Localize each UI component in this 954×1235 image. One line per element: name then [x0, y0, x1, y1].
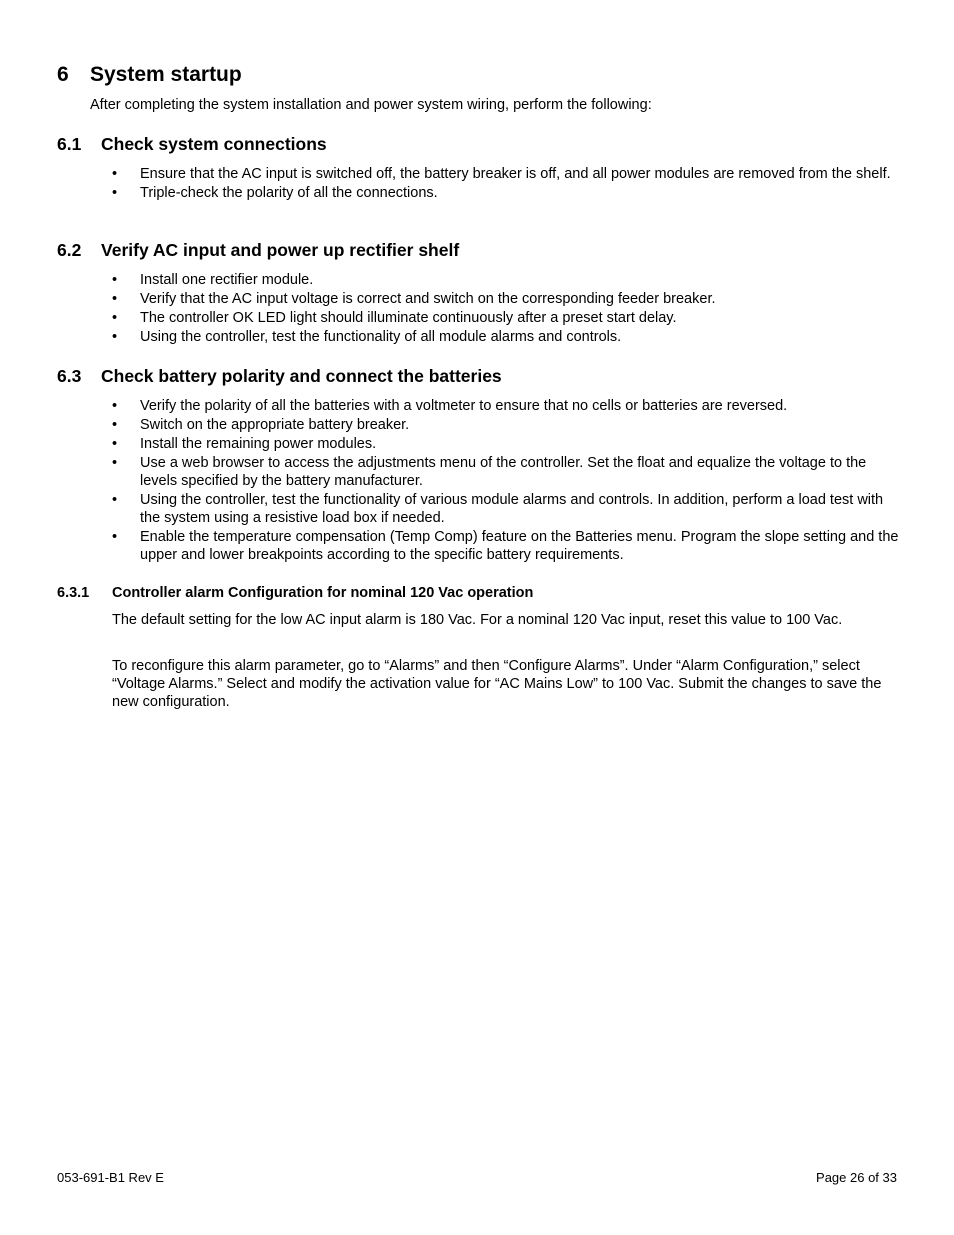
- bullet-list-6-1: [112, 165, 905, 203]
- paragraph-reconfigure: To reconfigure this alarm parameter, go to “Alarms” and then “Configure Alarms”. Under “Alarm Configuration,” select “Voltage Alarms.” Select and modify the activation value for “AC Mains Low” to 100 Vac. Submit the changes to save the new configuration.: [112, 658, 882, 710]
- section-heading-6-1: [57, 133, 327, 155]
- footer-page-number: Page 26 of 33: [816, 1170, 897, 1185]
- bullet-icon: •: [112, 291, 118, 307]
- bullet-list-6-3: [112, 397, 905, 565]
- list-item: • Switch on the appropriate battery breaker.: [112, 417, 410, 433]
- section-number: 6.3.1: [57, 585, 90, 601]
- bullet-icon: •: [112, 492, 118, 508]
- bullet-icon: •: [112, 272, 118, 288]
- footer-document-id: 053-691-B1 Rev E: [57, 1170, 164, 1185]
- section-heading-6-2: [57, 239, 459, 261]
- bullet-icon: •: [112, 417, 118, 433]
- bullet-icon: •: [112, 185, 118, 201]
- list-item: • Using the controller, test the functionality of various module alarms and controls. In addition, perform a load test with the system using a resistive load box if needed.: [112, 492, 884, 526]
- paragraph-default-setting: The default setting for the low AC input alarm is 180 Vac. For a nominal 120 Vac input, reset this value to 100 Vac.: [112, 612, 843, 628]
- bullet-icon: •: [112, 166, 118, 182]
- section-title: Check system connections: [101, 134, 327, 154]
- list-item: • Triple-check the polarity of all the connections.: [112, 185, 438, 201]
- bullet-icon: •: [112, 529, 118, 545]
- bullet-icon: •: [112, 310, 118, 326]
- section-title: System startup: [90, 63, 242, 86]
- section-heading-6: [57, 62, 242, 88]
- bullet-icon: •: [112, 398, 118, 414]
- section-title: Controller alarm Configuration for nominal 120 Vac operation: [112, 585, 534, 601]
- section-heading-6-3-1: [57, 584, 533, 602]
- list-item: • Ensure that the AC input is switched off, the battery breaker is off, and all power modules are removed from the shelf.: [112, 166, 891, 182]
- section-number: 6.1: [57, 134, 82, 154]
- list-item: • Use a web browser to access the adjustments menu of the controller. Set the float and equalize the voltage to the levels specified by the battery manufacturer.: [112, 455, 867, 489]
- bullet-icon: •: [112, 455, 118, 471]
- section-number: 6: [57, 63, 69, 86]
- section-heading-6-3: [57, 365, 502, 387]
- bullet-icon: •: [112, 329, 118, 345]
- list-item: • The controller OK LED light should illuminate continuously after a preset start delay.: [112, 310, 677, 326]
- section-intro: After completing the system installation and power system wiring, perform the following:: [90, 97, 652, 113]
- section-number: 6.2: [57, 240, 82, 260]
- list-item: • Install the remaining power modules.: [112, 436, 377, 452]
- list-item: • Verify the polarity of all the batteries with a voltmeter to ensure that no cells or batteries are reversed.: [112, 398, 788, 414]
- list-item: • Install one rectifier module.: [112, 272, 314, 288]
- bullet-icon: •: [112, 436, 118, 452]
- list-item: • Verify that the AC input voltage is correct and switch on the corresponding feeder breaker.: [112, 291, 716, 307]
- section-title: Verify AC input and power up rectifier shelf: [101, 240, 460, 260]
- section-number: 6.3: [57, 366, 82, 386]
- section-title: Check battery polarity and connect the batteries: [101, 366, 502, 386]
- list-item: • Using the controller, test the functionality of all module alarms and controls.: [112, 329, 622, 345]
- list-item: • Enable the temperature compensation (Temp Comp) feature on the Batteries menu. Program the slope setting and the upper and lower breakpoints according to the specific battery requirements.: [112, 529, 899, 563]
- bullet-list-6-2: [112, 271, 905, 347]
